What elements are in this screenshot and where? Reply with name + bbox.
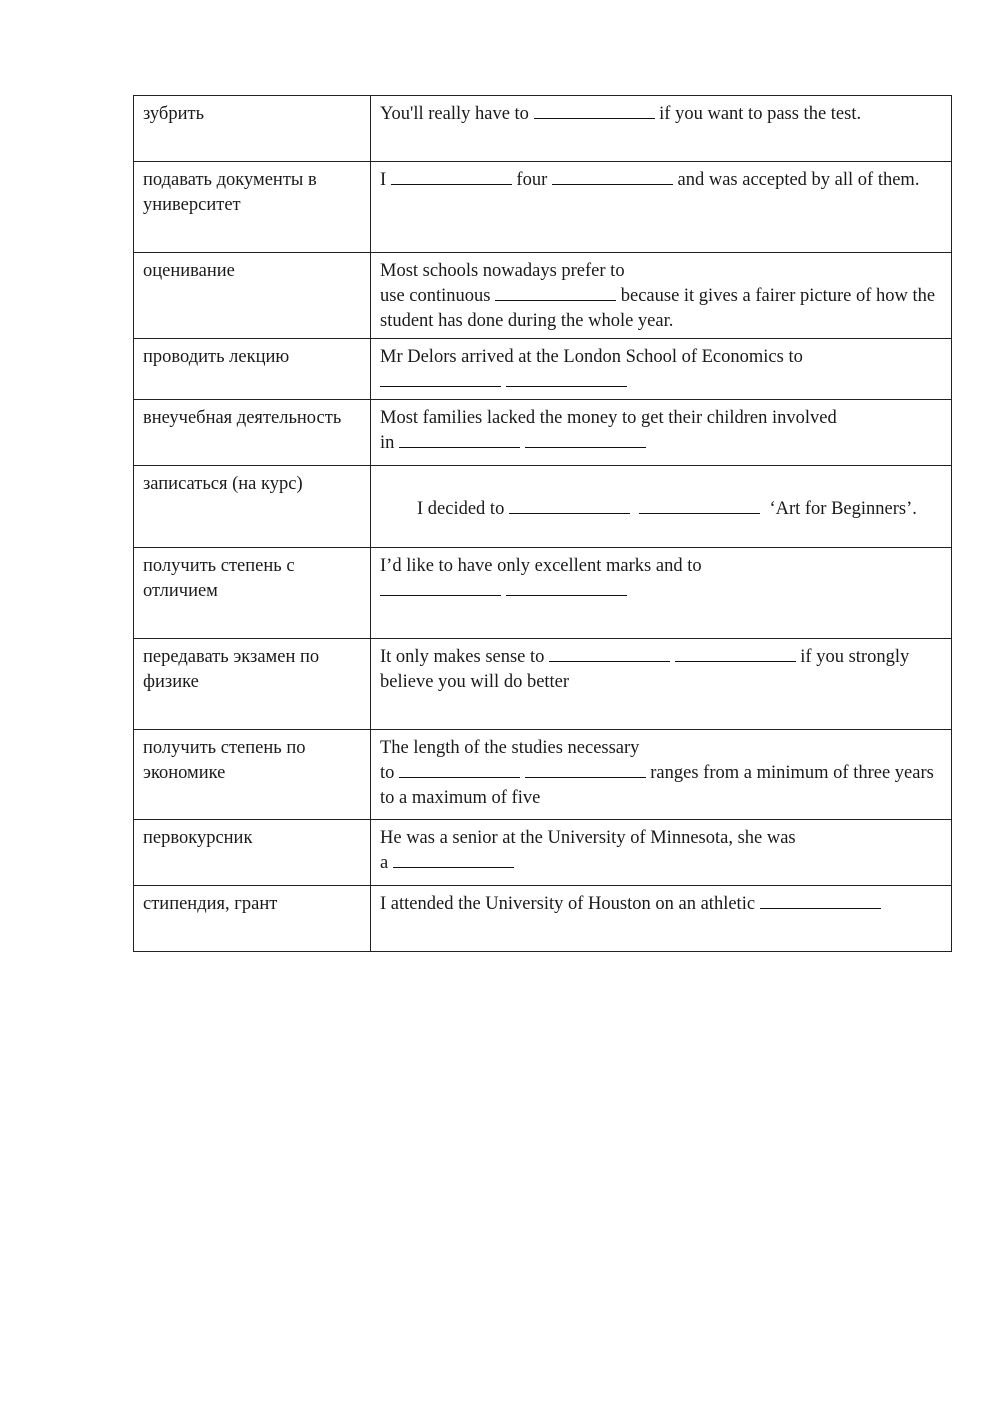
sentence-text: Mr Delors arrived at the London School of Economics to [380, 347, 803, 367]
sentence-text: in [380, 433, 400, 453]
sentence-text: ranges from a minimum of three years to a maximum of five [380, 763, 934, 808]
term-cell [134, 548, 371, 639]
term-text: оценивание [143, 261, 235, 281]
sentence-cell [371, 253, 952, 339]
term-cell [134, 339, 371, 400]
sentence-text: Most schools nowadays prefer to [380, 261, 625, 281]
sentence-cell [371, 639, 952, 730]
sentence-text: He was a senior at the University of Minnesota, she was [380, 828, 796, 848]
sentence-text: I [380, 170, 391, 190]
sentence-cell [371, 339, 952, 400]
term-cell [134, 466, 371, 548]
term-cell [134, 253, 371, 339]
answer-blank[interactable] [525, 432, 646, 448]
term-text: зубрить [143, 104, 205, 124]
answer-blank[interactable] [393, 852, 514, 868]
sentence-cell [371, 886, 952, 952]
table-row [134, 639, 952, 730]
sentence-text: to [380, 763, 400, 783]
answer-blank[interactable] [552, 169, 673, 185]
sentence-text: if you want to pass the test. [654, 104, 862, 124]
sentence-text: I decided to [417, 499, 509, 519]
sentence-cell [371, 96, 952, 162]
term-text: подавать документы в университет [143, 170, 317, 215]
sentence-text: ‘Art for Beginners’. [760, 499, 917, 519]
sentence-cell [371, 820, 952, 886]
sentence-text: Most families lacked the money to get their children involved [380, 408, 837, 428]
table-row [134, 466, 952, 548]
answer-blank[interactable] [391, 169, 512, 185]
table-row [134, 162, 952, 253]
answer-blank[interactable] [506, 580, 627, 596]
term-text: передавать экзамен по физике [143, 647, 320, 692]
sentence-text: It only makes sense to [380, 647, 550, 667]
sentence-cell [371, 400, 952, 466]
sentence-text: I attended the University of Houston on an athletic [380, 894, 760, 914]
table-row [134, 400, 952, 466]
answer-blank[interactable] [675, 646, 796, 662]
term-text: стипендия, грант [143, 894, 278, 914]
sentence-text [630, 499, 639, 519]
sentence-text: I’d like to have only excellent marks and to [380, 556, 702, 576]
sentence-text: if you strongly believe you will do better [380, 647, 910, 692]
term-text: внеучебная деятельность [143, 408, 342, 428]
term-cell [134, 96, 371, 162]
table-row [134, 96, 952, 162]
term-text: получить степень по экономике [143, 738, 306, 783]
term-cell [134, 886, 371, 952]
term-cell [134, 730, 371, 820]
answer-blank[interactable] [549, 646, 670, 662]
vocabulary-table [133, 95, 952, 952]
sentence-cell [371, 730, 952, 820]
term-text: первокурсник [143, 828, 253, 848]
answer-blank[interactable] [639, 498, 760, 514]
term-cell [134, 400, 371, 466]
term-cell [134, 639, 371, 730]
sentence-text: four [511, 170, 552, 190]
answer-blank[interactable] [509, 498, 630, 514]
sentence-text: and was accepted by all of them. [672, 170, 920, 190]
sentence-text: a [380, 853, 393, 873]
answer-blank[interactable] [399, 762, 520, 778]
sentence-text: You'll really have to [380, 104, 534, 124]
sentence-text: use continuous [380, 286, 496, 306]
term-cell [134, 820, 371, 886]
table-row [134, 548, 952, 639]
answer-blank[interactable] [534, 103, 655, 119]
term-text: получить степень с отличием [143, 556, 295, 601]
answer-blank[interactable] [399, 432, 520, 448]
table-row [134, 339, 952, 400]
table-row [134, 820, 952, 886]
answer-blank[interactable] [525, 762, 646, 778]
answer-blank[interactable] [760, 893, 881, 909]
table-row [134, 730, 952, 820]
sentence-cell [371, 162, 952, 253]
sentence-text: The length of the studies necessary [380, 738, 640, 758]
table-row [134, 253, 952, 339]
term-text: записаться (на курс) [143, 474, 303, 494]
answer-blank[interactable] [495, 285, 616, 301]
answer-blank[interactable] [506, 371, 627, 387]
table-row [134, 886, 952, 952]
answer-blank[interactable] [380, 580, 501, 596]
sentence-cell [371, 548, 952, 639]
answer-blank[interactable] [380, 371, 501, 387]
sentence-cell [371, 466, 952, 548]
term-cell [134, 162, 371, 253]
term-text: проводить лекцию [143, 347, 290, 367]
sentence-text: because it gives a fairer picture of how the student has done during the whole year. [380, 286, 936, 331]
